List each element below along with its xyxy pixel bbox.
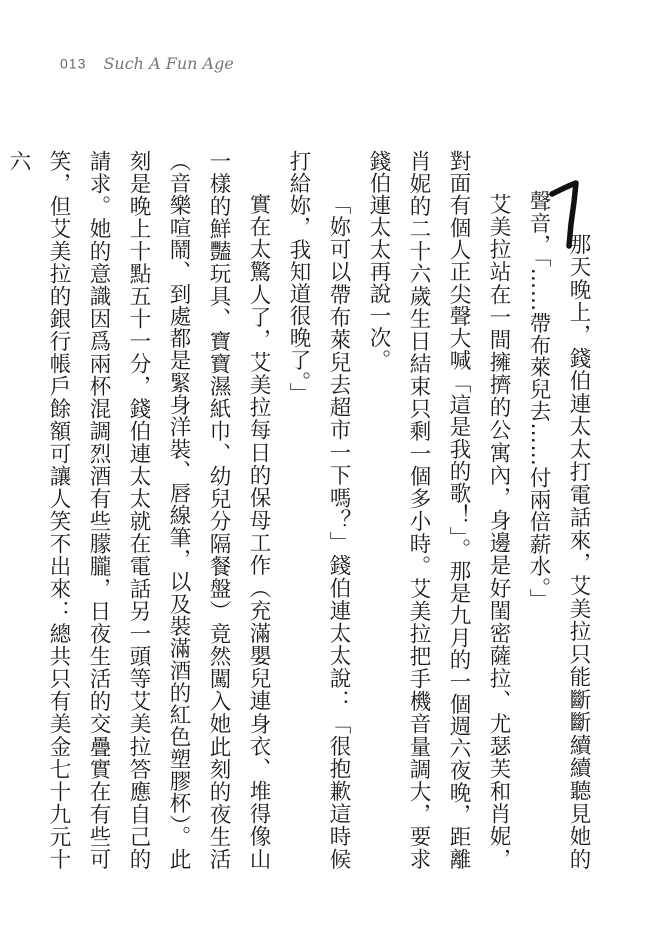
paragraph: 艾美拉站在一間擁擠的公寓內，身邊是好閨密薩拉、尤瑟芙和肖妮，對面有個人正尖聲大喊「這是我的歌！」。那是九月的一個週六夜晚，距離肖妮的二十六歲生日結束只剩一個多小時。艾美拉把手機音量調大，要求錢伯連太太再說一次。	[366, 150, 511, 870]
book-title: Such A Fun Age	[103, 54, 234, 73]
running-header	[60, 53, 234, 77]
paragraph: 「妳可以帶布萊兒去超市一下嗎？」錢伯連太太說：「很抱歉這時候打給妳，我知道很晚了。」	[286, 150, 351, 870]
page-number: 013	[60, 55, 87, 72]
body-text	[6, 150, 598, 870]
paragraph: 那天晚上，錢伯連太太打電話來，艾美拉只能斷斷續續聽見她的聲音，「……帶布萊兒去……付兩倍薪水。」	[526, 190, 591, 870]
paragraph: 實在太驚人了，艾美拉每日的保母工作（充滿嬰兒連身衣、堆得像山一樣的鮮豔玩具、寶寶濕紙巾、幼兒分隔餐盤）竟然闖入她此刻的夜生活（音樂喧鬧、到處都是緊身洋裝、唇線筆，以及裝滿酒的紅色塑膠杯）。此刻是晚上十點五十一分，錢伯連太太就在電話另一頭等艾美拉答應自己的請求。她的意識因爲兩杯混調烈酒有些朦朧，日夜生活的交疊實在有些可笑，但艾美拉的銀行帳戶餘額可讓人笑不出來：總共只有美金七十九元十六	[6, 150, 271, 870]
